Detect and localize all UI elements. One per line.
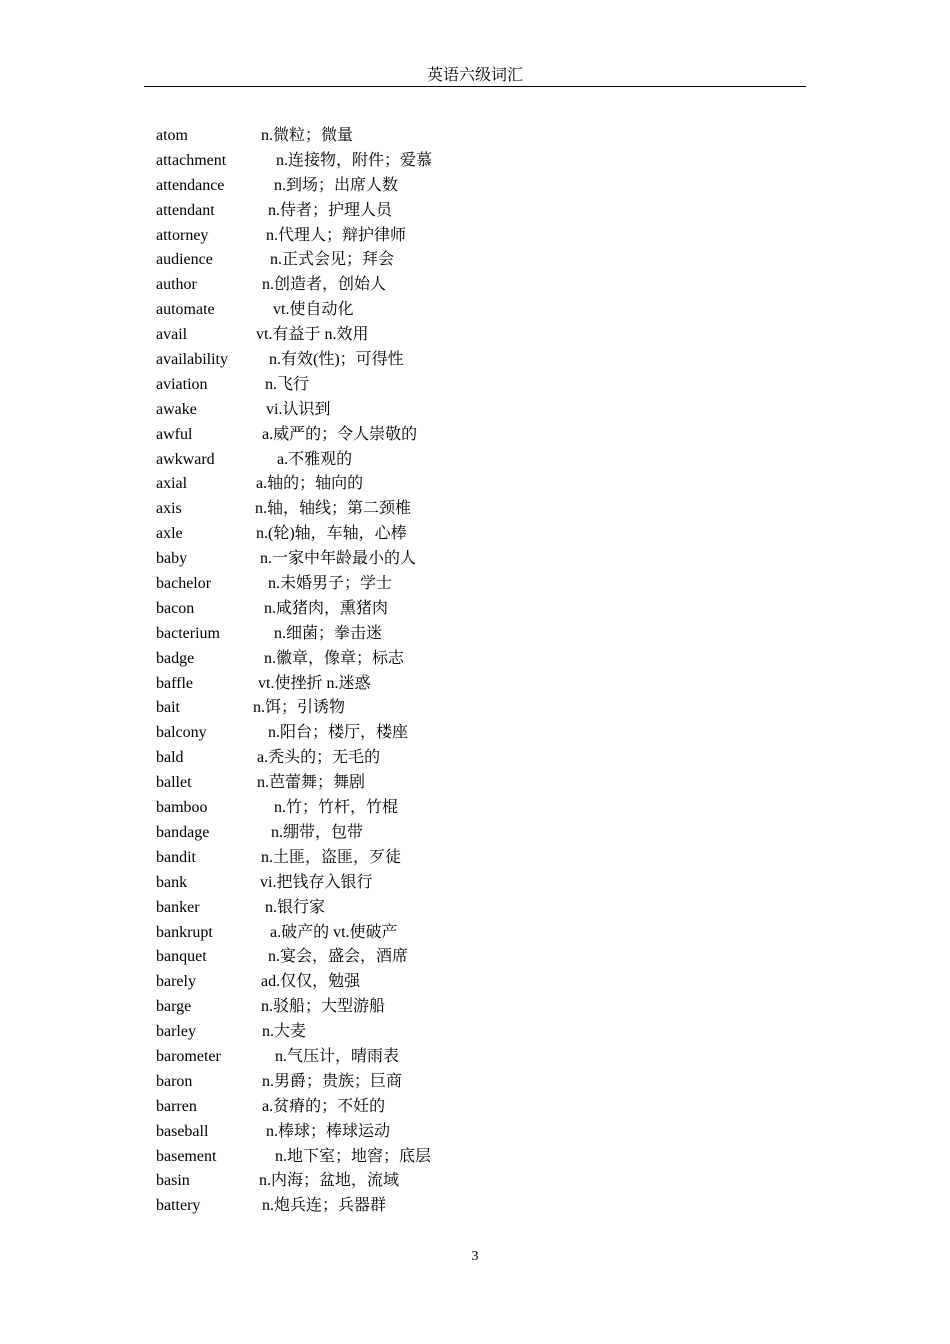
vocab-definition: n.连接物，附件；爱慕: [276, 151, 433, 169]
vocab-word: banquet: [156, 948, 207, 966]
vocab-definition: n.宴会，盛会，酒席: [268, 948, 409, 966]
vocab-word: battery: [156, 1197, 201, 1215]
vocab-word: author: [156, 276, 197, 294]
vocab-word: ballet: [156, 774, 192, 792]
vocab-definition: n.阳台；楼厅，楼座: [268, 724, 409, 742]
vocab-definition: n.创造者，创始人: [262, 276, 387, 294]
vocab-word: awake: [156, 400, 197, 418]
vocab-word: bankrupt: [156, 923, 213, 941]
vocab-word: avail: [156, 326, 188, 344]
vocab-word: barely: [156, 973, 196, 991]
vocab-definition: vt.使挫折 n.迷惑: [258, 674, 371, 692]
vocab-definition: n.男爵；贵族；巨商: [262, 1072, 403, 1090]
vocab-definition: a.威严的；令人崇敬的: [262, 425, 418, 443]
vocab-definition: n.咸猪肉，熏猪肉: [264, 599, 389, 617]
vocab-word: baron: [156, 1072, 193, 1090]
vocab-definition: n.徽章，像章；标志: [264, 649, 405, 667]
vocab-word: availability: [156, 351, 228, 369]
vocab-definition: n.芭蕾舞；舞剧: [257, 774, 366, 792]
vocab-definition: n.地下室；地窖；底层: [275, 1147, 432, 1165]
vocab-word: balcony: [156, 724, 207, 742]
vocab-definition: n.飞行: [265, 375, 310, 393]
vocab-word: audience: [156, 251, 213, 269]
vocab-word: awkward: [156, 450, 215, 468]
vocab-word: aviation: [156, 375, 208, 393]
vocab-word: barge: [156, 998, 192, 1016]
vocab-definition: n.炮兵连；兵器群: [262, 1197, 387, 1215]
vocab-definition: n.细菌；拳击迷: [274, 624, 383, 642]
vocab-word: bacterium: [156, 624, 220, 642]
vocab-definition: n.竹；竹杆，竹棍: [274, 799, 399, 817]
page-number: 3: [471, 1249, 479, 1264]
vocab-definition: n.土匪，盗匪，歹徒: [261, 848, 402, 866]
vocab-definition: n.到场；出席人数: [274, 176, 399, 194]
vocab-definition: a.不雅观的: [277, 450, 353, 468]
vocab-word: barley: [156, 1023, 196, 1041]
vocab-word: badge: [156, 649, 195, 667]
vocab-word: attendant: [156, 201, 215, 219]
vocab-definition: vi.把钱存入银行: [260, 873, 373, 891]
vocab-word: attendance: [156, 176, 225, 194]
vocab-definition: a.贫瘠的；不妊的: [262, 1097, 386, 1115]
vocab-definition: n.有效(性)；可得性: [269, 351, 404, 369]
vocab-word: automate: [156, 301, 215, 319]
vocab-definition: n.轴，轴线；第二颈椎: [255, 500, 412, 518]
vocab-definition: n.微粒；微量: [261, 127, 354, 144]
vocab-word: baffle: [156, 674, 194, 692]
header-divider: [144, 86, 806, 87]
vocab-word: bamboo: [156, 799, 208, 817]
vocab-definition: n.饵；引诱物: [253, 699, 346, 717]
vocab-definition: n.大麦: [262, 1023, 307, 1041]
vocab-word: barometer: [156, 1047, 221, 1065]
vocab-word: baseball: [156, 1122, 209, 1140]
vocab-word: bait: [156, 699, 180, 717]
vocab-definition: vt.有益于 n.效用: [256, 326, 369, 344]
vocab-definition: n.棒球；棒球运动: [266, 1122, 391, 1140]
vocab-definition: n.未婚男子；学士: [268, 575, 393, 593]
vocab-word: atom: [156, 127, 188, 144]
vocab-definition: n.正式会见；拜会: [270, 251, 395, 269]
vocab-word: bacon: [156, 599, 195, 617]
vocab-definition: n.气压计，晴雨表: [275, 1047, 400, 1065]
vocab-definition: n.绷带，包带: [271, 823, 364, 841]
vocab-word: axis: [156, 500, 182, 518]
page-header-title: 英语六级词汇: [426, 67, 523, 84]
vocab-word: attachment: [156, 151, 227, 169]
vocab-definition: n.侍者；护理人员: [268, 201, 393, 219]
vocab-word: bald: [156, 749, 184, 767]
vocab-definition: a.秃头的；无毛的: [257, 749, 381, 767]
vocab-word: bandage: [156, 823, 210, 841]
vocab-word: banker: [156, 898, 200, 916]
vocab-definition: n.(轮)轴，车轴，心棒: [256, 525, 407, 543]
vocab-word: basin: [156, 1172, 190, 1190]
vocab-definition: n.驳船；大型游船: [261, 998, 386, 1016]
vocab-word: axial: [156, 475, 188, 493]
vocab-definition: n.代理人；辩护律师: [266, 226, 407, 244]
vocab-word: baby: [156, 550, 188, 568]
vocab-word: bachelor: [156, 575, 212, 593]
vocab-definition: vt.使自动化: [273, 301, 354, 319]
vocab-word: axle: [156, 525, 183, 543]
vocab-definition: n.一家中年龄最小的人: [260, 550, 417, 568]
vocab-word: barren: [156, 1097, 197, 1115]
vocab-definition: vi.认识到: [266, 400, 331, 418]
vocab-word: bank: [156, 873, 188, 891]
vocab-word: attorney: [156, 226, 209, 244]
vocab-definition: n.内海；盆地，流域: [259, 1172, 400, 1190]
vocab-definition: ad.仅仅，勉强: [261, 973, 361, 991]
vocab-word: basement: [156, 1147, 217, 1165]
vocab-definition: a.轴的；轴向的: [256, 475, 364, 493]
vocab-definition: a.破产的 vt.使破产: [270, 923, 398, 941]
vocab-word: awful: [156, 425, 193, 443]
vocab-word: bandit: [156, 848, 196, 866]
vocab-definition: n.银行家: [265, 898, 326, 916]
